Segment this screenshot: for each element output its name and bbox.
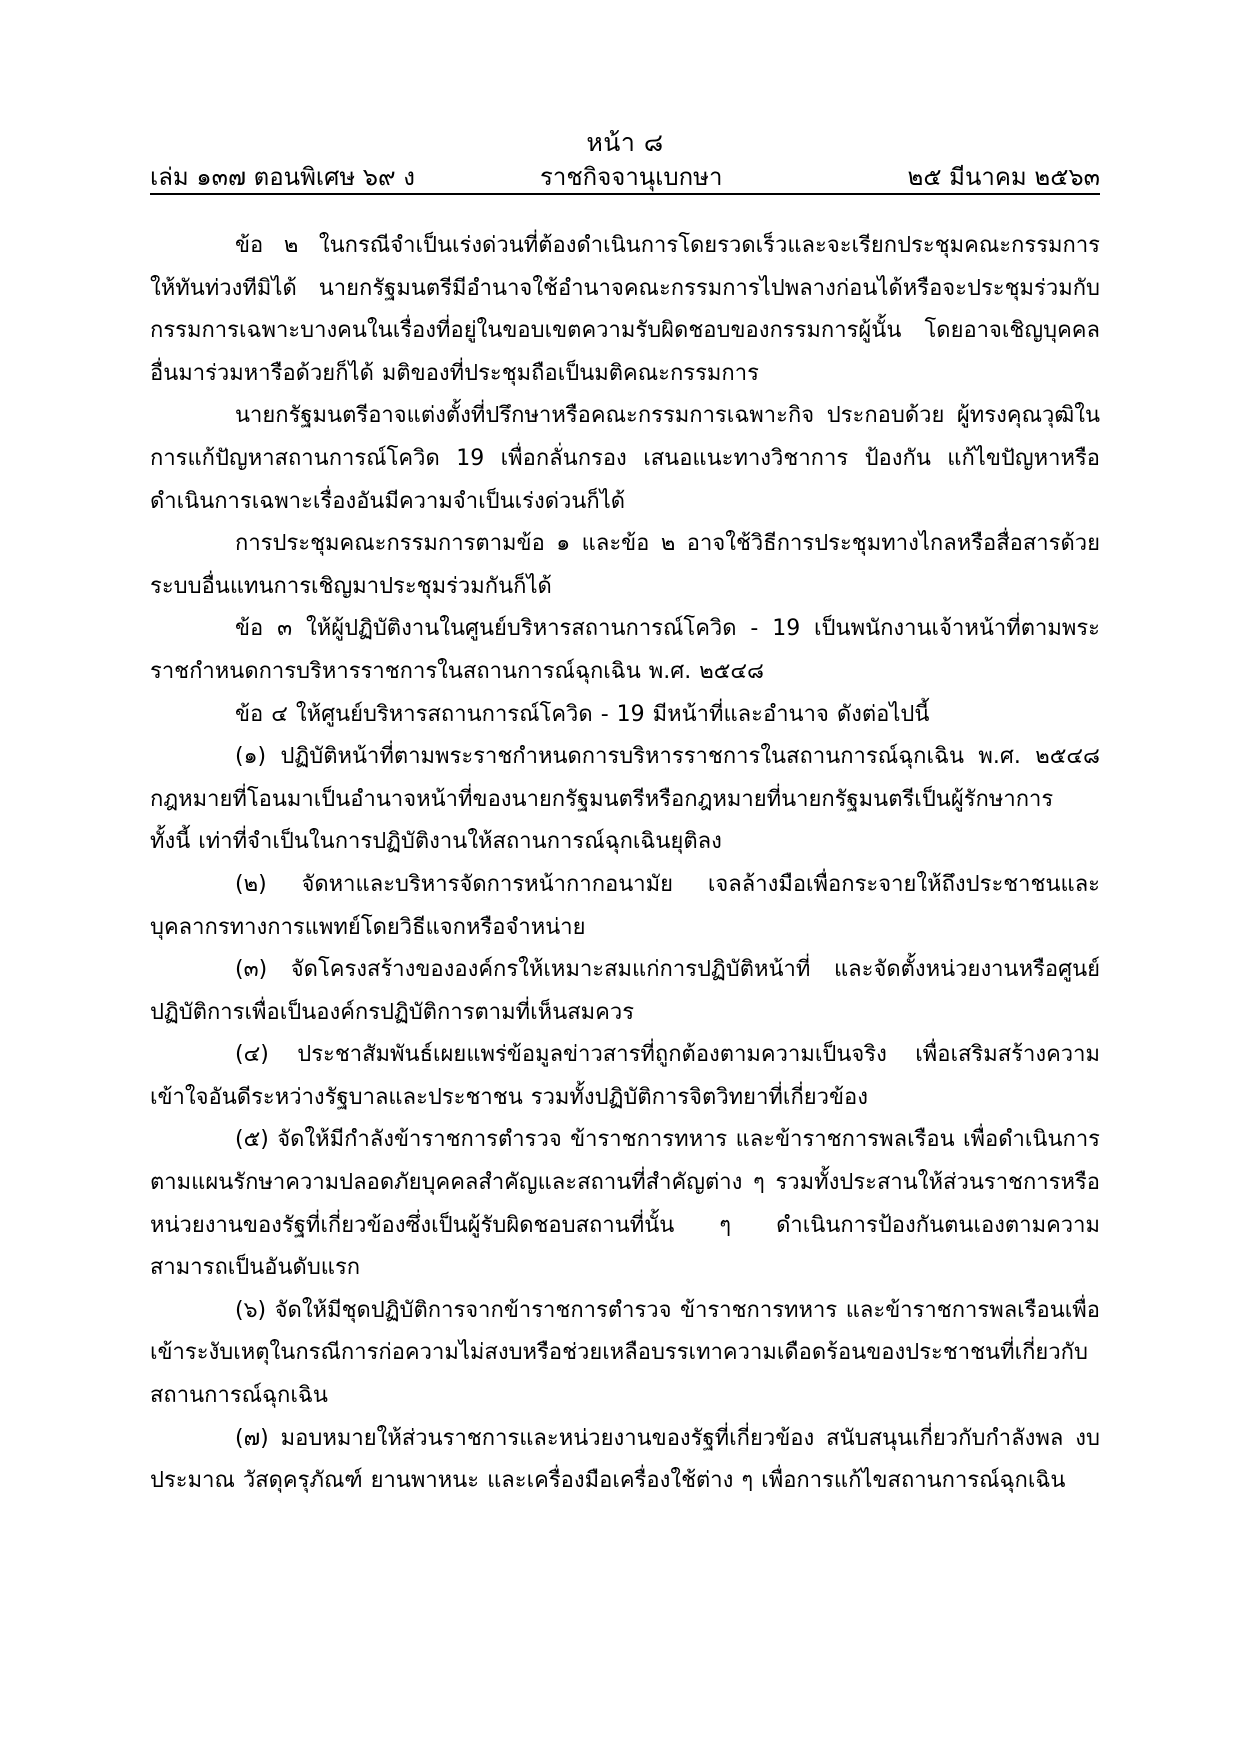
header-rule	[150, 193, 1100, 195]
volume-issue: เล่ม ๑๓๗ ตอนพิเศษ ๖๙ ง	[150, 163, 415, 191]
gazette-header	[150, 160, 1100, 196]
page-number: หน้า ๘	[586, 128, 664, 157]
paragraph-clause-4: ข้อ ๔ ให้ศูนย์บริหารสถานการณ์โควิด - 19 มีหน้าที่และอำนาจ ดังต่อไปนี้	[235, 701, 930, 727]
paragraph-clause-2: ข้อ ๒ ในกรณีจำเป็นเร่งด่วนที่ต้องดำเนินการโดยรวดเร็วและจะเรียกประชุมคณะกรรมการให้ทันท่วงทีมิได้ นายกรัฐมนตรีมีอำนาจใช้อำนาจคณะกรรมการไปพลางก่อนได้หรือจะประชุมร่วมกับกรรมการเฉพาะบางคนในเรื่องที่อยู่ในขอบเขตความรับผิดชอบของกรรมการผู้นั้น โดยอาจเชิญบุคคลอื่นมาร่วมหารือด้วยก็ได้ มติของที่ประชุมถือเป็นมติคณะกรรมการ	[150, 233, 1100, 386]
gazette-title: ราชกิจจานุเบกษา	[540, 163, 723, 191]
paragraph-item-1: (๑) ปฏิบัติหน้าที่ตามพระราชกำหนดการบริหารราชการในสถานการณ์ฉุกเฉิน พ.ศ. ๒๕๔๘ กฎหมายที่โอนมาเป็นอำนาจหน้าที่ของนายกรัฐมนตรีหรือกฎหมายที่นายกรัฐมนตรีเป็นผู้รักษาการ ทั้งนี้ เท่าที่จำเป็นในการปฏิบัติงานให้สถานการณ์ฉุกเฉินยุติลง	[150, 744, 1100, 855]
paragraph-remote-meeting: การประชุมคณะกรรมการตามข้อ ๑ และข้อ ๒ อาจใช้วิธีการประชุมทางไกลหรือสื่อสารด้วยระบบอื่นแทนการเชิญมาประชุมร่วมกันก็ได้	[150, 531, 1100, 599]
document-body	[150, 225, 1100, 1503]
paragraph-item-5: (๕) จัดให้มีกำลังข้าราชการตำรวจ ข้าราชการทหาร และข้าราชการพลเรือน เพื่อดำเนินการตามแผนรักษาความปลอดภัยบุคคลสำคัญและสถานที่สำคัญต่าง ๆ รวมทั้งประสานให้ส่วนราชการหรือหน่วยงานของรัฐที่เกี่ยวข้องซึ่งเป็นผู้รับผิดชอบสถานที่นั้น ๆ ดำเนินการป้องกันตนเองตามความสามารถเป็นอันดับแรก	[150, 1127, 1100, 1281]
paragraph-item-3: (๓) จัดโครงสร้างขององค์กรให้เหมาะสมแก่การปฏิบัติหน้าที่ และจัดตั้งหน่วยงานหรือศูนย์ปฏิบัติการเพื่อเป็นองค์กรปฏิบัติการตามที่เห็นสมควร	[150, 957, 1100, 1025]
paragraph-clause-3: ข้อ ๓ ให้ผู้ปฏิบัติงานในศูนย์บริหารสถานการณ์โควิด - 19 เป็นพนักงานเจ้าหน้าที่ตามพระราชกำหนดการบริหารราชการในสถานการณ์ฉุกเฉิน พ.ศ. ๒๕๔๘	[150, 616, 1100, 684]
paragraph-item-2: (๒) จัดหาและบริหารจัดการหน้ากากอนามัย เจลล้างมือเพื่อกระจายให้ถึงประชาชนและบุคลากรทางการแพทย์โดยวิธีแจกหรือจำหน่าย	[150, 871, 1100, 940]
paragraph-advisors: นายกรัฐมนตรีอาจแต่งตั้งที่ปรึกษาหรือคณะกรรมการเฉพาะกิจ ประกอบด้วย ผู้ทรงคุณวุฒิในการแก้ปัญหาสถานการณ์โควิด 19 เพื่อกลั่นกรอง เสนอแนะทางวิชาการ ป้องกัน แก้ไขปัญหาหรือดำเนินการเฉพาะเรื่องอันมีความจำเป็นเร่งด่วนก็ได้	[150, 403, 1100, 514]
paragraph-item-4: (๔) ประชาสัมพันธ์เผยแพร่ข้อมูลข่าวสารที่ถูกต้องตามความเป็นจริง เพื่อเสริมสร้างความเข้าใจอันดีระหว่างรัฐบาลและประชาชน รวมทั้งปฏิบัติการจิตวิทยาที่เกี่ยวข้อง	[150, 1042, 1100, 1110]
paragraph-item-6: (๖) จัดให้มีชุดปฏิบัติการจากข้าราชการตำรวจ ข้าราชการทหาร และข้าราชการพลเรือนเพื่อเข้าระงับเหตุในกรณีการก่อความไม่สงบหรือช่วยเหลือบรรเทาความเดือดร้อนของประชาชนที่เกี่ยวกับสถานการณ์ฉุกเฉิน	[150, 1297, 1100, 1409]
publication-date: ๒๕ มีนาคม ๒๕๖๓	[907, 163, 1100, 191]
paragraph-item-7: (๗) มอบหมายให้ส่วนราชการและหน่วยงานของรัฐที่เกี่ยวข้อง สนับสนุนเกี่ยวกับกำลังพล งบประมาณ วัสดุครุภัณฑ์ ยานพาหนะ และเครื่องมือเครื่องใช้ต่าง ๆ เพื่อการแก้ไขสถานการณ์ฉุกเฉิน	[150, 1425, 1100, 1494]
